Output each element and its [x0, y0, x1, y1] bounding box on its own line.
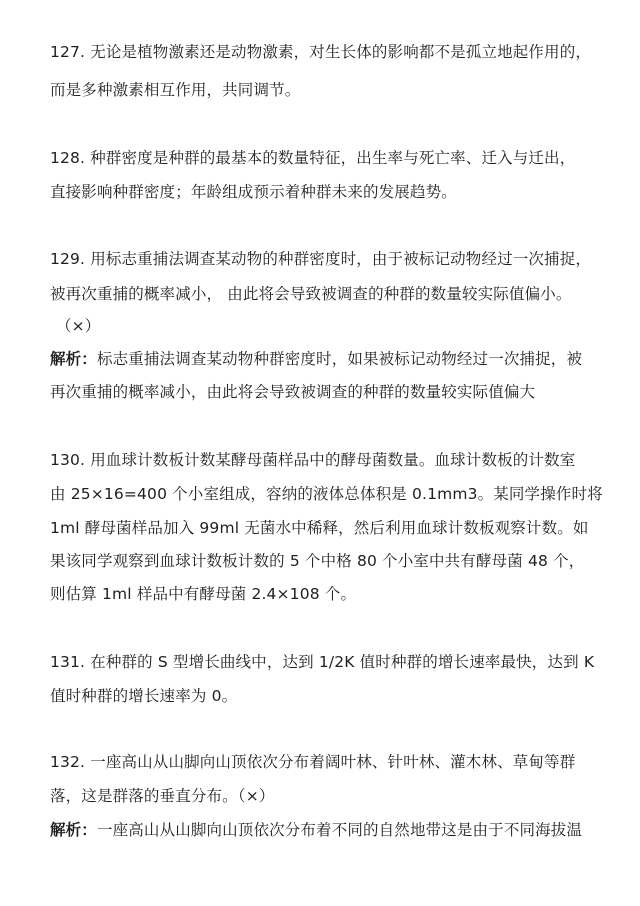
item-132-line-1: 132. 一座高山从山脚向山顶依次分布着阔叶林、针叶林、灌木林、草甸等群 — [50, 753, 576, 771]
item-127-line-2: 而是多种激素相互作用，共同调节。 — [50, 81, 301, 99]
item-131-line-2: 值时种群的增长速率为 0。 — [50, 687, 238, 705]
item-132-analysis-line-1 — [50, 820, 610, 840]
item-130-line-3: 1ml 酵母菌样品加入 99ml 无菌水中稀释，然后利用血球计数板观察计数。如 — [50, 519, 589, 537]
item-131-line-1: 131. 在种群的 S 型增长曲线中，达到 1/2K 值时种群的增长速率最快，达到 K — [50, 653, 595, 671]
item-129-line-1: 129. 用标志重捕法调查某动物的种群密度时，由于被标记动物经过一次捕捉， — [50, 250, 591, 268]
item-130-line-2: 由 25×16=400 个小室组成，容纳的液体总体积是 0.1mm3。某同学操作时将 — [50, 485, 603, 503]
item-132-line-2: 落，这是群落的垂直分布。（×） — [50, 787, 275, 805]
item-128-line-2: 直接影响种群密度；年龄组成预示着种群未来的发展趋势。 — [50, 183, 457, 201]
item-130-line-5: 则估算 1ml 样品中有酵母菌 2.4×108 个。 — [50, 585, 357, 603]
analysis-text: 标志重捕法调查某动物种群密度时，如果被标记动物经过一次捕捉，被 — [96, 350, 583, 368]
item-129-analysis-line-2: 再次重捕的概率减小，由此将会导致被调查的种群的数量较实际值偏大 — [50, 383, 536, 401]
item-130-line-4: 果该同学观察到血球计数板计数的 5 个中格 80 个小室中共有酵母菌 48 个， — [50, 552, 585, 570]
analysis-text: 一座高山从山脚向山顶依次分布着不同的自然地带这是由于不同海拔温 — [96, 821, 583, 839]
item-128-line-1: 128. 种群密度是种群的最基本的数量特征，出生率与死亡率、迁入与迁出， — [50, 149, 576, 167]
analysis-label: 解析： — [50, 350, 97, 368]
item-130-line-1: 130. 用血球计数板计数某酵母菌样品中的酵母菌数量。血球计数板的计数室 — [50, 451, 576, 469]
item-129-line-2: 被再次重捕的概率减小， 由此将会导致被调查的种群的数量较实际值偏小。 — [50, 285, 572, 303]
item-129-answer: （×） — [56, 317, 101, 335]
analysis-label: 解析： — [50, 821, 97, 839]
item-129-analysis-line-1 — [50, 349, 610, 369]
item-127-line-1: 127. 无论是植物激素还是动物激素，对生长体的影响都不是孤立地起作用的， — [50, 43, 591, 61]
